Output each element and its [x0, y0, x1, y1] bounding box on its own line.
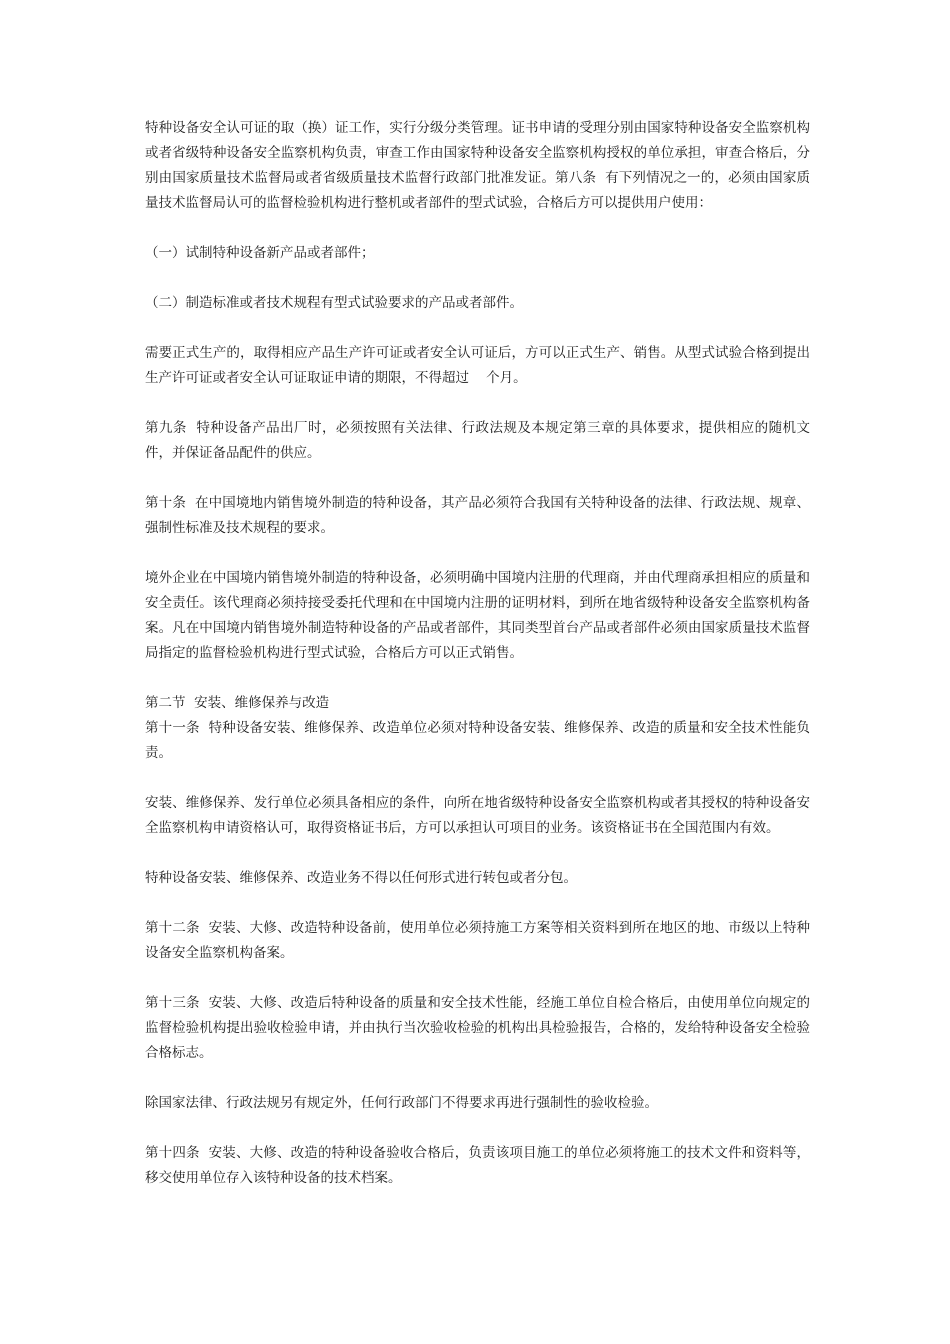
paragraph-article-11: 第十一条 特种设备安装、维修保养、改造单位必须对特种设备安装、维修保养、改造的质量和安全技术性能负责。: [145, 720, 810, 761]
paragraph-no-subcontract: 特种设备安装、维修保养、改造业务不得以任何形式进行转包或者分包。: [145, 870, 577, 886]
paragraph-item-2: （二）制造标准或者技术规程有型式试验要求的产品或者部件。: [145, 295, 523, 311]
paragraph-foreign-enterprises: 境外企业在中国境内销售境外制造的特种设备，必须明确中国境内注册的代理商，并由代理商承担相应的质量和安全责任。该代理商必须持接受委托代理和在中国境内注册的证明材料，到所在地省级特种设备安全监察机构备案。凡在中国境内销售境外制造特种设备的产品或者部件，其同类型首台产品或者部件必须由国家质量技术监督局指定的监督检验机构进行型式试验，合格后方可以正式销售。: [145, 570, 810, 661]
paragraph-article-14: 第十四条 安装、大修、改造的特种设备验收合格后，负责该项目施工的单位必须将施工的技术文件和资料等，移交使用单位存入该特种设备的技术档案。: [145, 1145, 810, 1186]
paragraph-no-mandatory-inspection: 除国家法律、行政法规另有规定外，任何行政部门不得要求再进行强制性的验收检验。: [145, 1095, 658, 1111]
paragraph-item-1: （一）试制特种设备新产品或者部件；: [145, 245, 375, 261]
paragraph-formal-production: 需要正式生产的，取得相应产品生产许可证或者安全认可证后，方可以正式生产、销售。从型式试验合格到提出生产许可证或者安全认可证取证申请的期限，不得超过 个月。: [145, 345, 810, 386]
document-body: [145, 116, 810, 1216]
paragraph-article-12: 第十二条 安装、大修、改造特种设备前，使用单位必须持施工方案等相关资料到所在地区的地、市级以上特种设备安全监察机构备案。: [145, 920, 810, 961]
paragraph-article-10: 第十条 在中国境地内销售境外制造的特种设备，其产品必须符合我国有关特种设备的法律、行政法规、规章、强制性标准及技术规程的要求。: [145, 495, 810, 536]
section-heading-2: 第二节 安装、维修保养与改造: [145, 695, 330, 711]
paragraph-article-13: 第十三条 安装、大修、改造后特种设备的质量和安全技术性能，经施工单位自检合格后，由使用单位向规定的监督检验机构提出验收检验申请，并由执行当次验收检验的机构出具检验报告，合格的，发给特种设备安全检验合格标志。: [145, 995, 810, 1061]
paragraph-qualification: 安装、维修保养、发行单位必须具备相应的条件，向所在地省级特种设备安全监察机构或者其授权的特种设备安全监察机构申请资格认可，取得资格证书后，方可以承担认可项目的业务。该资格证书在全国范围内有效。: [145, 795, 810, 836]
paragraph-certificate-management: 特种设备安全认可证的取（换）证工作，实行分级分类管理。证书申请的受理分别由国家特种设备安全监察机构或者省级特种设备安全监察机构负责，审查工作由国家特种设备安全监察机构授权的单位承担，审查合格后，分别由国家质量技术监督局或者省级质量技术监督行政部门批准发证。第八条 有下列情况之一的，必须由国家质量技术监督局认可的监督检验机构进行整机或者部件的型式试验，合格后方可以提供用户使用：: [145, 120, 810, 211]
paragraph-article-9: 第九条 特种设备产品出厂时，必须按照有关法律、行政法规及本规定第三章的具体要求，提供相应的随机文件，并保证备品配件的供应。: [145, 420, 810, 461]
